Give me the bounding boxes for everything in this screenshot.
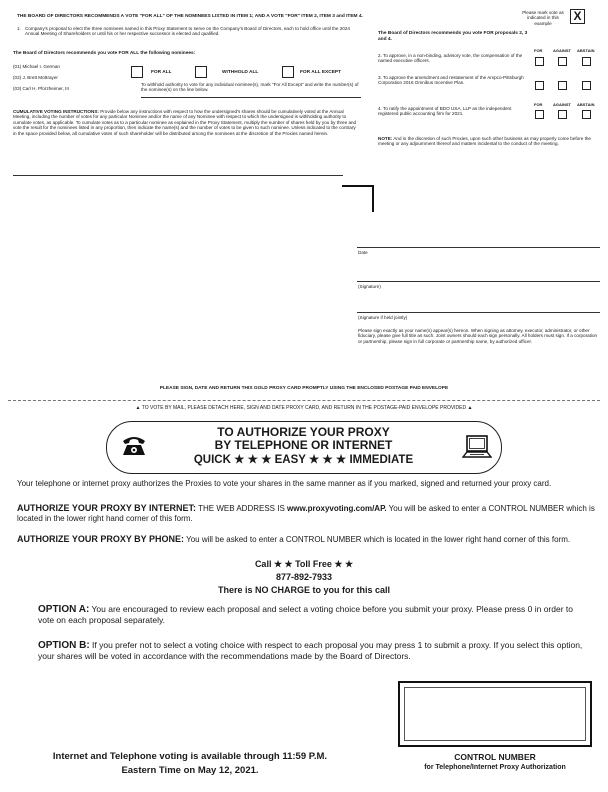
col-abstain-header: ABSTAIN <box>577 48 595 53</box>
for-all-except-checkbox[interactable] <box>282 66 294 78</box>
item3-against-checkbox[interactable] <box>558 81 567 90</box>
internet-label: AUTHORIZE YOUR PROXY BY INTERNET: <box>17 503 197 513</box>
no-charge-note: There is NO CHARGE to you for this call <box>217 585 391 595</box>
detach-arrow-left: ▲ <box>135 405 141 411</box>
detach-text: TO VOTE BY MAIL, PLEASE DETACH HERE, SIGN AND DATE PROXY CARD, AND RETURN IN THE POSTAGE-PAID ENVELOPE PROVIDED <box>141 405 467 411</box>
internet-post: You will be asked to enter a CONTROL NUMBER which is located in the lower right hand corner of this form. <box>17 504 595 523</box>
signature-line[interactable] <box>357 281 600 282</box>
mark-note: Please mark vote as indicated in this example <box>522 10 564 26</box>
item4-for-checkbox[interactable] <box>535 110 544 119</box>
detach-instruction <box>0 406 608 411</box>
control-number-inner <box>404 687 586 741</box>
nominee-3: (03) Carl H. Pforzheimer, III <box>13 86 69 91</box>
item1-text: Company's proposal to elect the three nominees named in this Proxy Statement to serve on the Company's Board of Directors, each to hold office until the 2024 Annual Meeting of Shareholders or until his or her respective successor is elected and qualified. <box>25 26 350 37</box>
item1-number: 1. <box>17 26 21 31</box>
cumulative-title: CUMULATIVE VOTING INSTRUCTIONS: <box>13 109 99 114</box>
option-a <box>38 604 588 626</box>
detach-perforation <box>8 400 600 401</box>
intro-text: Your telephone or internet proxy authorizes the Proxies to vote your shares in the same manner as if you marked, signed and returned your proxy card. <box>17 479 552 488</box>
deadline-line-1: Internet and Telephone voting is available through 11:59 P.M. <box>52 751 328 762</box>
for-all-except-label: FOR ALL EXCEPT <box>300 70 342 75</box>
internet-pre: THE WEB ADDRESS IS <box>196 504 288 513</box>
col-for-header: FOR <box>534 48 543 53</box>
corner-mark <box>342 185 374 212</box>
phone-number[interactable]: 877-892-7933 <box>275 572 333 582</box>
return-instruction: PLEASE SIGN, DATE AND RETURN THIS GOLD PROXY CARD PROMPTLY USING THE ENCLOSED POSTAGE PAID ENVELOPE <box>159 386 449 391</box>
col-abstain-header-2: ABSTAIN <box>577 102 595 107</box>
item4-text: 4. To ratify the appointment of BDO USA, LLP as the independent registered public accounting firm for 2021. <box>378 106 512 117</box>
option-b-text: If you prefer not to select a voting choice with respect to each proposal you may press 1 to submit a proxy. If you select this option, your shares will be voted in accordance with the recommendations made by the Board of Directors. <box>38 640 583 661</box>
option-b-label: OPTION B: <box>38 640 90 651</box>
item2-text: 2. To approve, in a non-binding, advisory vote, the compensation of the named executive officers. <box>378 53 523 64</box>
cumulative-line-1[interactable] <box>13 175 343 176</box>
control-number-box <box>398 681 592 747</box>
nominee-1: (01) Michael I. German <box>13 64 60 69</box>
control-number-subtitle: for Telephone/Internet Proxy Authorization <box>424 764 566 771</box>
item2-for-checkbox[interactable] <box>535 57 544 66</box>
item3-text: 3. To approve the amendment and restatement of the Ampco-Pittsburgh Corporation 2016 Omnibus Incentive Plan. <box>378 75 524 86</box>
control-number-title: CONTROL NUMBER <box>454 752 536 762</box>
col-for-header-2: FOR <box>534 102 543 107</box>
laptop-icon <box>462 434 492 460</box>
joint-signature-line[interactable] <box>357 312 600 313</box>
for-all-label: FOR ALL <box>151 70 172 75</box>
deadline-line-2: Eastern Time on May 12, 2021. <box>121 765 259 776</box>
ballot-header: THE BOARD OF DIRECTORS RECOMMENDS A VOTE "FOR ALL" OF THE NOMINEES LISTED IN ITEM 1; AND A VOTE "FOR" ITEM 2, ITEM 3 and ITEM 4. <box>17 14 363 19</box>
joint-signature-label: (Signature if held jointly) <box>358 315 408 320</box>
option-b <box>38 640 588 662</box>
internet-url[interactable]: www.proxyvoting.com/AP. <box>287 504 387 513</box>
withhold-all-checkbox[interactable] <box>195 66 207 78</box>
note-label: NOTE: <box>378 136 393 141</box>
item3-abstain-checkbox[interactable] <box>582 81 591 90</box>
example-mark-box: X <box>570 9 585 24</box>
call-toll-free: Call ★ ★ Toll Free ★ ★ <box>254 559 354 569</box>
withhold-instruction: To withhold authority to vote for any individual nominee(s), mark "For All Except" and write the number(s) of the nominee(s) on the line below. <box>141 82 359 93</box>
cumulative-instructions <box>13 109 360 136</box>
board-rec-nominees: The Board of Directors recommends you vote FOR ALL the following nominees: <box>13 51 196 56</box>
banner-line-2: BY TELEPHONE OR INTERNET <box>214 438 393 452</box>
for-all-checkbox[interactable] <box>131 66 143 78</box>
item4-abstain-checkbox[interactable] <box>582 110 591 119</box>
board-rec-proposals: The Board of Directors recommends you vote FOR proposals 2, 3 and 4. <box>378 31 528 42</box>
note-text: And in the discretion of such Proxies, upon such other business as may properly come before the meeting or any adjournment thereof and matters incidental to the conduct of the meeting. <box>378 136 591 147</box>
date-label: Date <box>358 250 368 255</box>
except-write-line[interactable] <box>141 97 361 98</box>
detach-arrow-right: ▲ <box>467 405 473 411</box>
phone-text: You will be asked to enter a CONTROL NUMBER which is located in the lower right hand corner of this form. <box>184 535 571 544</box>
internet-instructions <box>17 503 597 524</box>
phone-label: AUTHORIZE YOUR PROXY BY PHONE: <box>17 534 185 544</box>
option-a-text: You are encouraged to review each proposal and select a voting choice before you submit your proxy. Please press 0 in order to vote on each proposal separately. <box>38 604 573 625</box>
banner-line-3: QUICK ★ ★ ★ EASY ★ ★ ★ IMMEDIATE <box>193 454 414 466</box>
nominee-2: (02) J. Brett McBrayer <box>13 75 58 80</box>
phone-instructions <box>17 534 597 545</box>
authorize-banner <box>106 421 502 474</box>
withhold-all-label: WITHHOLD ALL <box>222 70 259 75</box>
item2-against-checkbox[interactable] <box>558 57 567 66</box>
sign-instructions: Please sign exactly as your name(s) appear(s) hereon. When signing as attorney, executor, administrator, or other fiduciary, please give full title as such. Joint owners should each sign personally. All holders must sign. If a corporation or partnership, please sign in full corporate or partnership name, by authorized officer. <box>358 328 598 344</box>
item4-against-checkbox[interactable] <box>558 110 567 119</box>
note <box>378 136 600 147</box>
date-line[interactable] <box>357 247 600 248</box>
item3-for-checkbox[interactable] <box>535 81 544 90</box>
col-against-header: AGAINST <box>553 48 571 53</box>
banner-line-1: TO AUTHORIZE YOUR PROXY <box>217 425 390 439</box>
item2-abstain-checkbox[interactable] <box>582 57 591 66</box>
col-against-header-2: AGAINST <box>553 102 571 107</box>
option-a-label: OPTION A: <box>38 604 90 615</box>
signature-label: (Signature) <box>358 284 381 289</box>
cumulative-text: Provide below any instructions with respect to how the undersigned's shares should be cumulatively voted at the Annual Meeting, including the number of votes for any particular Nominee and/or the name of any Nominee with respect to which the undersigned is withholding authority to cumulate votes, as applicable. To cumulate votes as to a particular nominee as explained in the Proxy Statement, multiply the number of shares held by you by three and vote the result for the nominees listed in any proportion, then indicate the name(s) and the number of votes to be given to such nominee. Unless indicated to the contrary in the space provided below, all cumulative votes of such shareholder will be distributed among the nominees at the discretion of the Proxies named herein. <box>13 109 357 136</box>
